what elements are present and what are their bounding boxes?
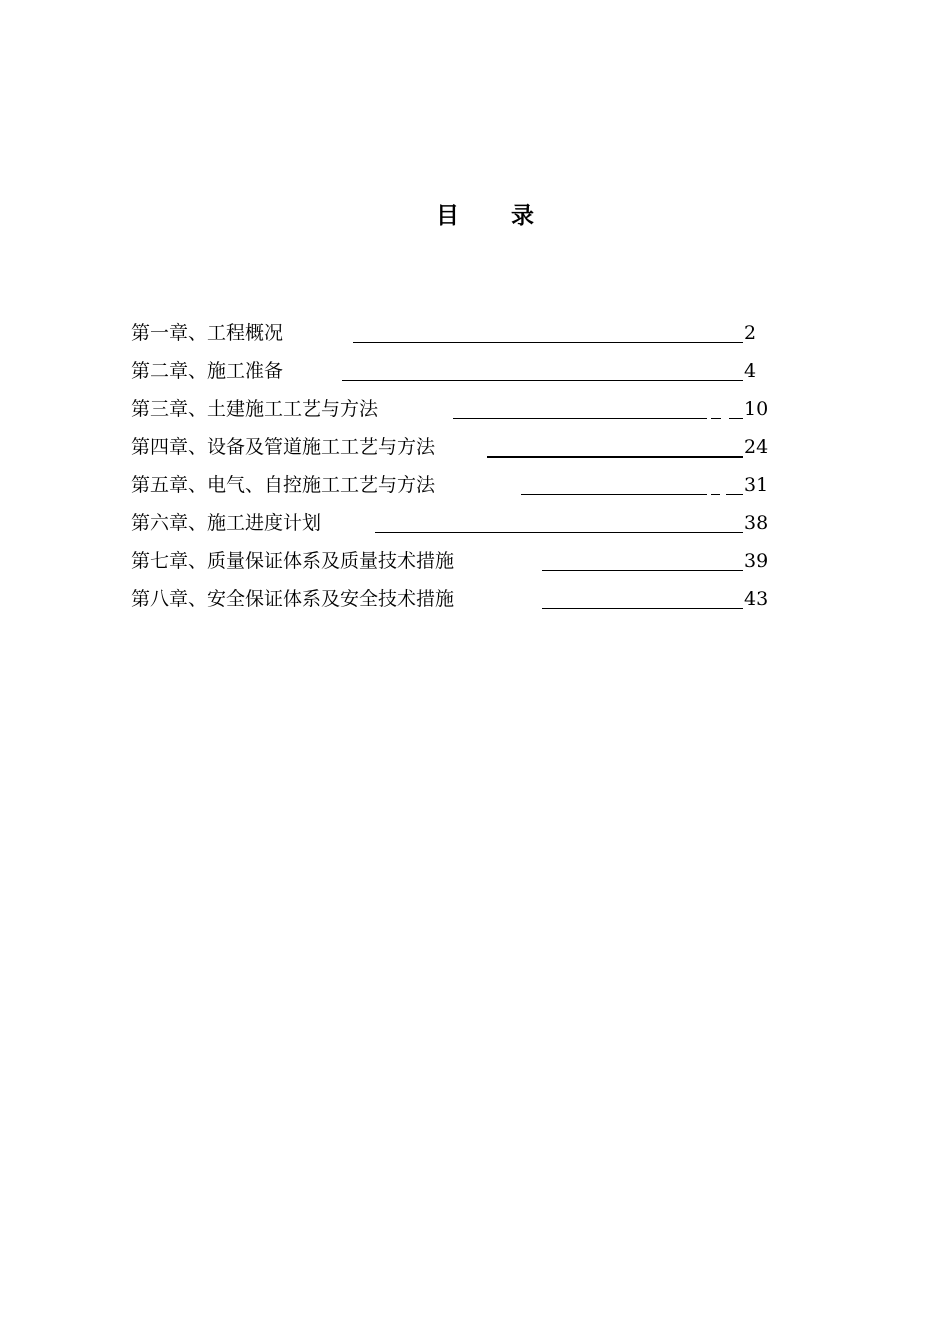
toc-entry-2[interactable]	[131, 352, 771, 390]
toc-leader-line	[542, 608, 743, 609]
toc-entry-page: 2	[744, 322, 757, 344]
toc-entry-label: 第一章、工程概况	[131, 322, 284, 344]
toc-entry-label: 第七章、质量保证体系及质量技术措施	[131, 550, 455, 572]
toc-entry-page: 39	[744, 550, 769, 572]
toc-entry-8[interactable]	[131, 580, 771, 618]
toc-entry-1[interactable]	[131, 314, 771, 352]
toc-leader-line	[375, 532, 743, 533]
toc-entry-label: 第三章、土建施工工艺与方法	[131, 398, 379, 420]
toc-entry-page: 10	[744, 398, 769, 420]
toc-leader-line	[353, 342, 743, 343]
toc-leader-line	[453, 418, 707, 419]
toc-leader-line	[342, 380, 743, 381]
toc-entry-label: 第二章、施工准备	[131, 360, 284, 382]
toc-entry-label: 第五章、电气、自控施工工艺与方法	[131, 474, 436, 496]
toc-entry-page: 43	[744, 588, 769, 610]
toc-leader-line	[729, 418, 743, 419]
toc-leader-line	[726, 494, 743, 495]
toc-entry-6[interactable]	[131, 504, 771, 542]
table-of-contents	[131, 314, 771, 618]
toc-leader-line	[711, 494, 720, 495]
toc-entry-page: 38	[744, 512, 769, 534]
toc-entry-7[interactable]	[131, 542, 771, 580]
toc-entry-page: 24	[744, 436, 769, 458]
toc-entry-5[interactable]	[131, 466, 771, 504]
toc-entry-3[interactable]	[131, 390, 771, 428]
toc-entry-label: 第四章、设备及管道施工工艺与方法	[131, 436, 436, 458]
toc-leader-line	[487, 456, 743, 458]
toc-leader-line	[542, 570, 743, 571]
toc-leader-line	[711, 418, 721, 419]
toc-entry-4[interactable]	[131, 428, 771, 466]
toc-entry-label: 第八章、安全保证体系及安全技术措施	[131, 588, 455, 610]
toc-entry-label: 第六章、施工进度计划	[131, 512, 322, 534]
page-title: 目 录	[436, 203, 536, 229]
toc-entry-page: 4	[744, 360, 757, 382]
toc-entry-page: 31	[744, 474, 769, 496]
toc-leader-line	[521, 494, 707, 495]
